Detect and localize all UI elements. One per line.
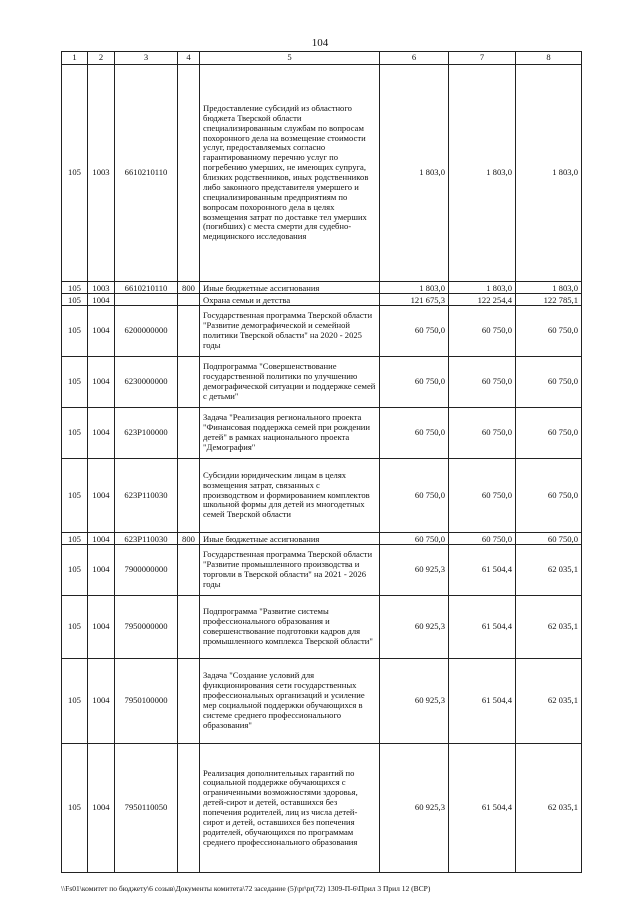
section-code-cell: 1003: [88, 65, 115, 282]
amount-cell-year-1: 1 803,0: [380, 65, 449, 282]
amount-cell-year-3: 122 785,1: [516, 294, 582, 306]
admin-code-cell: 105: [62, 357, 88, 408]
amount-cell-year-1: 60 750,0: [380, 306, 449, 357]
table-row: [62, 659, 582, 744]
expense-type-cell: [178, 545, 200, 596]
header-cell: 8: [516, 52, 582, 65]
target-article-cell: 623P100000: [115, 408, 178, 459]
item-name-cell: Иные бюджетные ассигнования: [200, 282, 380, 294]
table-row: [62, 357, 582, 408]
table-row: [62, 65, 582, 282]
section-code-cell: 1004: [88, 306, 115, 357]
section-code-cell: 1004: [88, 659, 115, 744]
admin-code-cell: 105: [62, 306, 88, 357]
amount-cell-year-3: 62 035,1: [516, 596, 582, 659]
section-code-cell: 1004: [88, 744, 115, 873]
amount-cell-year-3: 60 750,0: [516, 533, 582, 545]
amount-cell-year-1: 60 925,3: [380, 744, 449, 873]
expense-type-cell: [178, 744, 200, 873]
header-cell: 6: [380, 52, 449, 65]
target-article-cell: 623P110030: [115, 533, 178, 545]
expense-type-cell: [178, 65, 200, 282]
amount-cell-year-3: 1 803,0: [516, 65, 582, 282]
amount-cell-year-1: 60 750,0: [380, 408, 449, 459]
budget-table: [61, 51, 582, 873]
section-code-cell: 1004: [88, 459, 115, 533]
expense-type-cell: [178, 357, 200, 408]
target-article-cell: 7950000000: [115, 596, 178, 659]
item-name-cell: Государственная программа Тверской области "Развитие демографической и семейной политики Тверской области" на 2020 - 2025 годы: [200, 306, 380, 357]
amount-cell-year-1: 60 925,3: [380, 596, 449, 659]
header-cell: 3: [115, 52, 178, 65]
amount-cell-year-3: 62 035,1: [516, 545, 582, 596]
header-cell: 5: [200, 52, 380, 65]
admin-code-cell: 105: [62, 408, 88, 459]
target-article-cell: 7950100000: [115, 659, 178, 744]
amount-cell-year-2: 61 504,4: [449, 545, 516, 596]
item-name-cell: Иные бюджетные ассигнования: [200, 533, 380, 545]
header-cell: 2: [88, 52, 115, 65]
amount-cell-year-2: 61 504,4: [449, 659, 516, 744]
admin-code-cell: 105: [62, 545, 88, 596]
amount-cell-year-1: 121 675,3: [380, 294, 449, 306]
table-body: [62, 65, 582, 873]
section-code-cell: 1004: [88, 408, 115, 459]
amount-cell-year-3: 60 750,0: [516, 459, 582, 533]
target-article-cell: 6200000000: [115, 306, 178, 357]
expense-type-cell: [178, 659, 200, 744]
admin-code-cell: 105: [62, 65, 88, 282]
header-row: [62, 52, 582, 65]
amount-cell-year-1: 60 750,0: [380, 459, 449, 533]
amount-cell-year-1: 60 750,0: [380, 357, 449, 408]
amount-cell-year-1: 60 925,3: [380, 659, 449, 744]
section-code-cell: 1003: [88, 282, 115, 294]
section-code-cell: 1004: [88, 533, 115, 545]
item-name-cell: Подпрограмма "Совершенствование государственной политики по улучшению демографической ситуации и поддержке семей с детьми": [200, 357, 380, 408]
table-row: [62, 744, 582, 873]
amount-cell-year-1: 60 750,0: [380, 533, 449, 545]
amount-cell-year-2: 122 254,4: [449, 294, 516, 306]
expense-type-cell: 800: [178, 282, 200, 294]
amount-cell-year-2: 1 803,0: [449, 65, 516, 282]
header-cell: 1: [62, 52, 88, 65]
section-code-cell: 1004: [88, 357, 115, 408]
table-row: [62, 459, 582, 533]
page-number: 104: [311, 37, 329, 49]
expense-type-cell: 800: [178, 533, 200, 545]
expense-type-cell: [178, 459, 200, 533]
amount-cell-year-2: 1 803,0: [449, 282, 516, 294]
table-row: [62, 294, 582, 306]
amount-cell-year-3: 60 750,0: [516, 306, 582, 357]
target-article-cell: 6230000000: [115, 357, 178, 408]
item-name-cell: Подпрограмма "Развитие системы профессионального образования и совершенствование подготовки кадров для промышленного комплекса Тверской области": [200, 596, 380, 659]
section-code-cell: 1004: [88, 545, 115, 596]
expense-type-cell: [178, 294, 200, 306]
table-row: [62, 306, 582, 357]
item-name-cell: Субсидии юридическим лицам в целях возмещения затрат, связанных с производством и формированием комплектов школьной формы для детей из многодетных семей Тверской области: [200, 459, 380, 533]
table-row: [62, 596, 582, 659]
table-row: [62, 282, 582, 294]
amount-cell-year-3: 60 750,0: [516, 357, 582, 408]
amount-cell-year-2: 60 750,0: [449, 357, 516, 408]
admin-code-cell: 105: [62, 659, 88, 744]
header-cell: 4: [178, 52, 200, 65]
target-article-cell: 6610210110: [115, 65, 178, 282]
item-name-cell: Реализация дополнительных гарантий по социальной поддержке обучающихся с ограниченными возможностями здоровья, детей-сирот и детей, оставшихся без попечения родителей, лиц из числа детей-сирот и детей, оставшихся без попечения родителей, обучающихся по программам среднего профессионального образования: [200, 744, 380, 873]
admin-code-cell: 105: [62, 282, 88, 294]
amount-cell-year-2: 60 750,0: [449, 306, 516, 357]
amount-cell-year-3: 62 035,1: [516, 744, 582, 873]
target-article-cell: 7900000000: [115, 545, 178, 596]
admin-code-cell: 105: [62, 533, 88, 545]
amount-cell-year-2: 61 504,4: [449, 744, 516, 873]
item-name-cell: Государственная программа Тверской области "Развитие промышленного производства и торговли в Тверской области" на 2021 - 2026 годы: [200, 545, 380, 596]
table-row: [62, 533, 582, 545]
amount-cell-year-2: 61 504,4: [449, 596, 516, 659]
item-name-cell: Задача "Создание условий для функционирования сети государственных профессиональных организаций и усиление мер социальной поддержки обучающихся в системе среднего профессионального образования": [200, 659, 380, 744]
section-code-cell: 1004: [88, 294, 115, 306]
item-name-cell: Охрана семьи и детства: [200, 294, 380, 306]
section-code-cell: 1004: [88, 596, 115, 659]
admin-code-cell: 105: [62, 294, 88, 306]
target-article-cell: 6610210110: [115, 282, 178, 294]
amount-cell-year-2: 60 750,0: [449, 408, 516, 459]
amount-cell-year-2: 60 750,0: [449, 533, 516, 545]
table-row: [62, 408, 582, 459]
target-article-cell: 7950110050: [115, 744, 178, 873]
expense-type-cell: [178, 306, 200, 357]
expense-type-cell: [178, 596, 200, 659]
target-article-cell: [115, 294, 178, 306]
admin-code-cell: 105: [62, 596, 88, 659]
item-name-cell: Задача "Реализация регионального проекта "Финансовая поддержка семей при рождении детей" в рамках национального проекта "Демография": [200, 408, 380, 459]
admin-code-cell: 105: [62, 744, 88, 873]
table-row: [62, 545, 582, 596]
amount-cell-year-3: 1 803,0: [516, 282, 582, 294]
item-name-cell: Предоставление субсидий из областного бюджета Тверской области специализированным службам по вопросам похоронного дела на возмещение стоимости услуг, предоставляемых согласно гарантированному перечню услуг по погребению умерших, не имеющих супруга, близких родственников, иных родственников либо законного представителя умершего и специализированным предприятиям по вопросам похоронного дела в целях возмещения затрат по доставке тел умерших (погибших) с места смерти для судебно-медицинского исследования: [200, 65, 380, 282]
header-cell: 7: [449, 52, 516, 65]
admin-code-cell: 105: [62, 459, 88, 533]
target-article-cell: 623P110030: [115, 459, 178, 533]
expense-type-cell: [178, 408, 200, 459]
amount-cell-year-3: 62 035,1: [516, 659, 582, 744]
amount-cell-year-1: 1 803,0: [380, 282, 449, 294]
amount-cell-year-1: 60 925,3: [380, 545, 449, 596]
amount-cell-year-2: 60 750,0: [449, 459, 516, 533]
amount-cell-year-3: 60 750,0: [516, 408, 582, 459]
file-path-footer: \\Fs01\комитет по бюджету\6 созыв\Документы комитета\72 заседание (5)\pr\pr(72) 1309-П-6\Прил 3 Прил 12 (ВСР): [61, 884, 431, 893]
